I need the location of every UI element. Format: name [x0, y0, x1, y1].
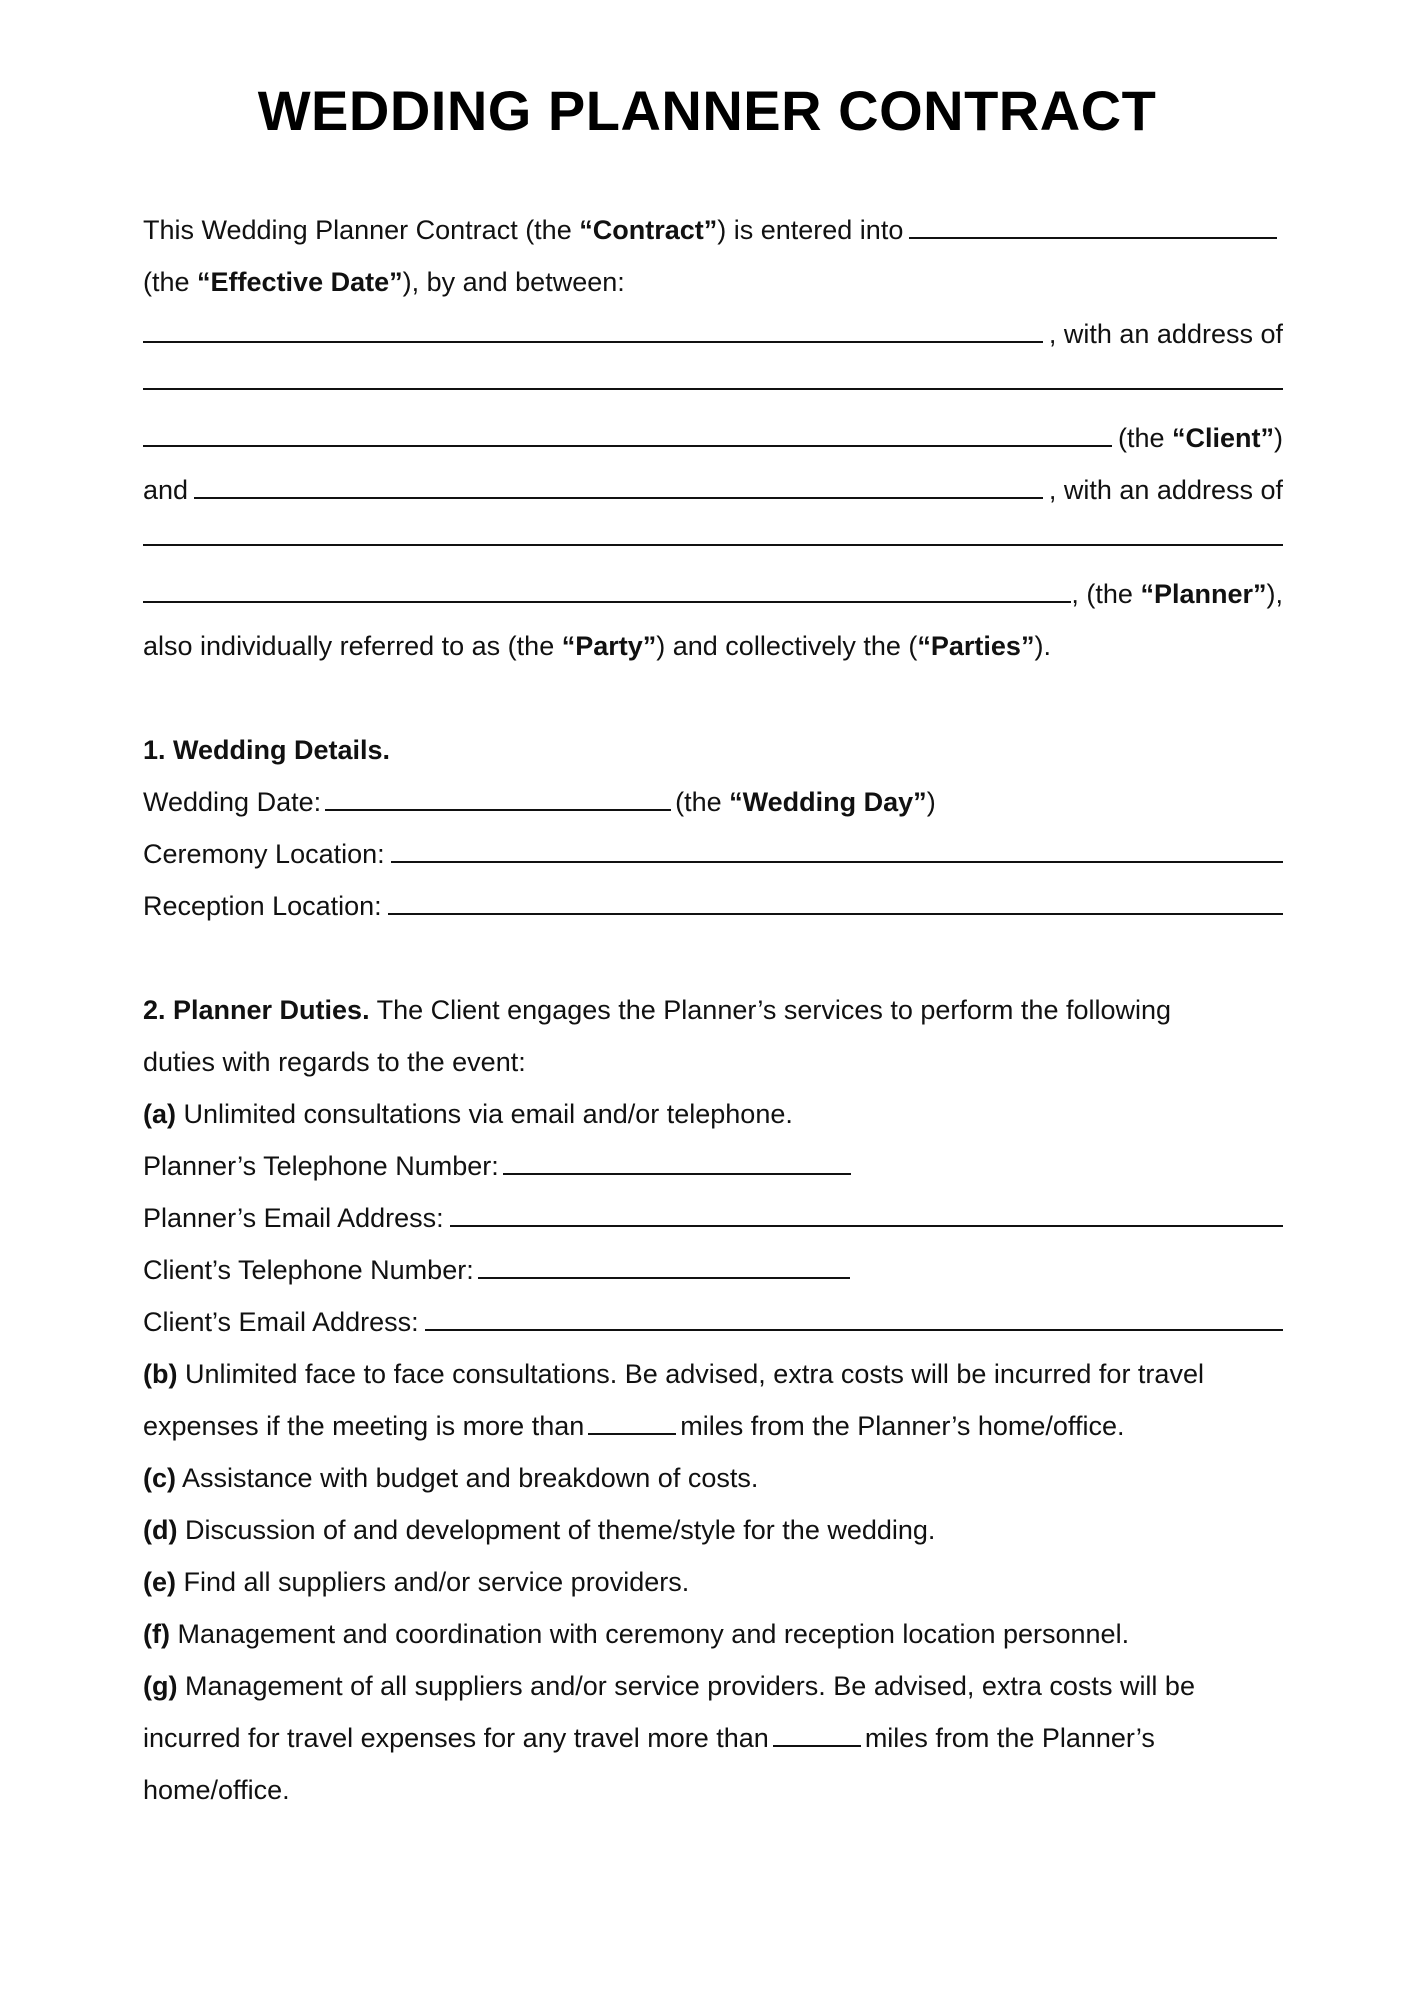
wedding-date-blank[interactable] — [325, 783, 671, 811]
section-2-intro-line-1 — [143, 984, 1283, 1036]
intro-text-b: ) is entered into — [717, 215, 904, 245]
section-2-intro-a: The Client engages the Planner’s services to perform the following — [369, 995, 1172, 1025]
planner-term-b: ), — [1266, 579, 1283, 609]
planner-address-blank-1[interactable] — [143, 516, 1283, 546]
duty-f — [143, 1608, 1283, 1660]
contract-term: “Contract” — [579, 215, 718, 245]
intro-line-1 — [143, 204, 1283, 256]
planner-email-line — [143, 1192, 1283, 1244]
duty-a-label: (a) — [143, 1099, 176, 1129]
client-name-blank[interactable] — [143, 313, 1043, 343]
planner-term: “Planner” — [1140, 579, 1267, 609]
planner-phone-blank[interactable] — [503, 1147, 851, 1175]
wedding-day-term: “Wedding Day” — [729, 787, 927, 817]
reception-location-line — [143, 880, 1283, 932]
planner-email-label: Planner’s Email Address: — [143, 1203, 444, 1233]
section-2-intro-line-2: duties with regards to the event: — [143, 1047, 526, 1077]
intro-text — [143, 204, 903, 256]
planner-phone-line — [143, 1140, 1283, 1192]
intro-line-2 — [143, 256, 1283, 308]
duty-g-text-2a: incurred for travel expenses for any travel more than — [143, 1723, 769, 1753]
planner-email-blank[interactable] — [450, 1197, 1283, 1227]
duty-e-label: (e) — [143, 1567, 176, 1597]
duty-c — [143, 1452, 1283, 1504]
effective-date-blank[interactable] — [909, 209, 1277, 239]
duty-c-label: (c) — [143, 1463, 176, 1493]
duty-b — [143, 1348, 1283, 1400]
client-email-label: Client’s Email Address: — [143, 1307, 419, 1337]
spacer-2 — [143, 932, 1283, 984]
client-term-b: ) — [1274, 423, 1283, 453]
client-term-text — [1118, 412, 1283, 464]
client-name-line — [143, 308, 1283, 360]
planner-address-line-1 — [143, 516, 1283, 568]
client-email-line — [143, 1296, 1283, 1348]
planner-term-text — [1071, 568, 1283, 620]
ceremony-location-blank[interactable] — [391, 833, 1283, 863]
document-title: WEDDING PLANNER CONTRACT — [257, 79, 1157, 142]
duty-a-text: Unlimited consultations via email and/or telephone. — [176, 1099, 793, 1129]
party-text-b: ) and collectively the ( — [656, 631, 918, 661]
duty-d-text: Discussion of and development of theme/style for the wedding. — [177, 1515, 936, 1545]
planner-name-line — [143, 464, 1283, 516]
client-address-blank-2[interactable] — [143, 417, 1112, 447]
client-term-a: (the — [1117, 423, 1172, 453]
planner-phone-label: Planner’s Telephone Number: — [143, 1151, 499, 1181]
contract-body — [143, 204, 1283, 1816]
intro-text-c: (the — [143, 267, 198, 297]
planner-term-a: , (the — [1071, 579, 1141, 609]
spacer — [143, 672, 1283, 724]
wedding-date-line — [143, 776, 1283, 828]
duty-g-line-2 — [143, 1712, 1283, 1764]
parties-line — [143, 620, 1283, 672]
effective-date-term: “Effective Date” — [197, 267, 403, 297]
duty-e-text: Find all suppliers and/or service providers. — [176, 1567, 690, 1597]
client-address-line-2 — [143, 412, 1283, 464]
client-phone-blank[interactable] — [478, 1251, 850, 1279]
client-address-blank-1[interactable] — [143, 360, 1283, 390]
client-address-line-1 — [143, 360, 1283, 412]
wedding-date-label: Wedding Date: — [143, 787, 322, 817]
planner-name-blank[interactable] — [194, 469, 1043, 499]
planner-address-blank-2[interactable] — [143, 573, 1071, 603]
duty-b-text-2a: expenses if the meeting is more than — [143, 1411, 585, 1441]
duty-b-line-2 — [143, 1400, 1283, 1452]
section-1-heading: 1. Wedding Details. — [143, 735, 391, 765]
ceremony-location-label: Ceremony Location: — [143, 839, 385, 869]
party-term: “Party” — [561, 631, 657, 661]
wedding-day-text — [675, 776, 936, 828]
duty-d — [143, 1504, 1283, 1556]
client-phone-line — [143, 1244, 1283, 1296]
section-2-heading: 2. Planner Duties. — [143, 995, 370, 1025]
party-text-a: also individually referred to as (the — [143, 631, 562, 661]
wedding-day-a: (the — [675, 787, 730, 817]
duty-a — [143, 1088, 1283, 1140]
wedding-day-b: ) — [926, 787, 936, 817]
intro-text-a: This Wedding Planner Contract (the — [143, 215, 580, 245]
duty-g-text: Management of all suppliers and/or service providers. Be advised, extra costs will be — [177, 1671, 1195, 1701]
client-email-blank[interactable] — [425, 1301, 1283, 1331]
duty-d-label: (d) — [143, 1515, 178, 1545]
client-term: “Client” — [1171, 423, 1274, 453]
duty-f-text: Management and coordination with ceremony and reception location personnel. — [169, 1619, 1130, 1649]
client-phone-label: Client’s Telephone Number: — [143, 1255, 474, 1285]
address-suffix-text-2: , with an address of — [1048, 475, 1283, 505]
parties-term: “Parties” — [917, 631, 1035, 661]
meeting-miles-blank[interactable] — [588, 1407, 676, 1435]
travel-miles-blank[interactable] — [773, 1719, 861, 1747]
duty-e — [143, 1556, 1283, 1608]
intro-text-d: ), by and between: — [402, 267, 625, 297]
duty-g-line-3: home/office. — [143, 1775, 290, 1805]
duty-g-label: (g) — [143, 1671, 178, 1701]
party-text-c: ). — [1034, 631, 1051, 661]
duty-g-text-2b: miles from the Planner’s — [864, 1723, 1155, 1753]
reception-location-label: Reception Location: — [143, 891, 382, 921]
duty-b-text-2b: miles from the Planner’s home/office. — [680, 1411, 1125, 1441]
address-suffix-text: , with an address of — [1048, 319, 1283, 349]
and-text: and — [143, 475, 189, 505]
duty-b-label: (b) — [143, 1359, 178, 1389]
duty-f-label: (f) — [143, 1619, 170, 1649]
reception-location-blank[interactable] — [388, 885, 1283, 915]
planner-address-line-2 — [143, 568, 1283, 620]
duty-b-text: Unlimited face to face consultations. Be advised, extra costs will be incurred for travel — [177, 1359, 1204, 1389]
duty-c-text: Assistance with budget and breakdown of costs. — [176, 1463, 759, 1493]
duty-g — [143, 1660, 1283, 1712]
ceremony-location-line — [143, 828, 1283, 880]
